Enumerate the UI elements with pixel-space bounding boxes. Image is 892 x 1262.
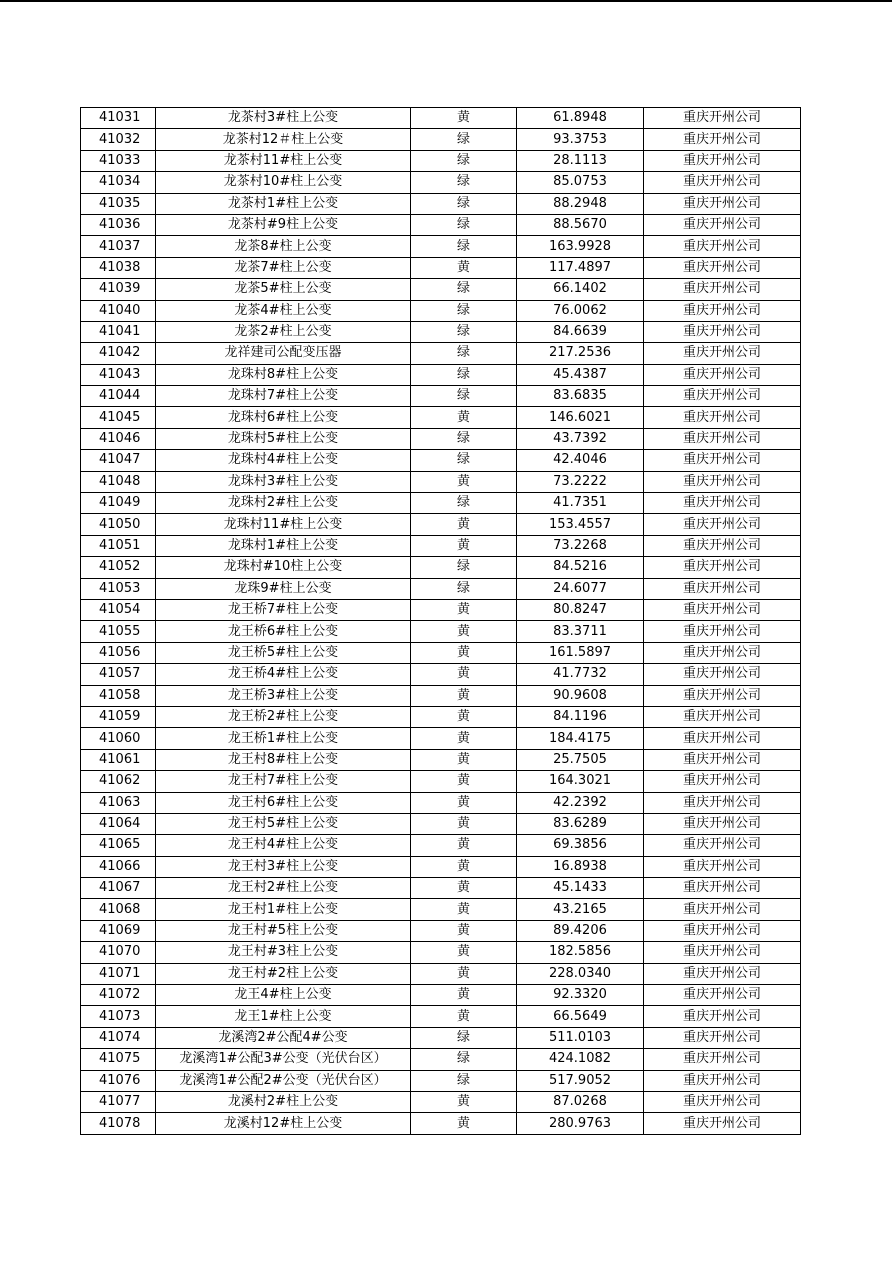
- status-color-cell: 黄: [411, 621, 517, 642]
- company-cell: 重庆开州公司: [644, 621, 801, 642]
- data-table: [80, 107, 801, 1135]
- transformer-name-cell: 龙茶7#柱上公变: [156, 257, 411, 278]
- value-cell: 41.7732: [517, 664, 644, 685]
- transformer-name-cell: 龙珠村11#柱上公变: [156, 514, 411, 535]
- row-id-cell: 41068: [81, 899, 156, 920]
- status-color-cell: 黄: [411, 1006, 517, 1027]
- status-color-cell: 黄: [411, 813, 517, 834]
- value-cell: 61.8948: [517, 108, 644, 129]
- value-cell: 42.2392: [517, 792, 644, 813]
- status-color-cell: 黄: [411, 856, 517, 877]
- company-cell: 重庆开州公司: [644, 664, 801, 685]
- company-cell: 重庆开州公司: [644, 1091, 801, 1112]
- value-cell: 80.8247: [517, 599, 644, 620]
- row-id-cell: 41045: [81, 407, 156, 428]
- row-id-cell: 41066: [81, 856, 156, 877]
- table-row: [81, 706, 801, 727]
- company-cell: 重庆开州公司: [644, 792, 801, 813]
- value-cell: 28.1113: [517, 150, 644, 171]
- row-id-cell: 41065: [81, 835, 156, 856]
- transformer-name-cell: 龙茶村#9柱上公变: [156, 214, 411, 235]
- company-cell: 重庆开州公司: [644, 129, 801, 150]
- transformer-name-cell: 龙王村#2柱上公变: [156, 963, 411, 984]
- row-id-cell: 41077: [81, 1091, 156, 1112]
- company-cell: 重庆开州公司: [644, 985, 801, 1006]
- status-color-cell: 黄: [411, 792, 517, 813]
- value-cell: 88.2948: [517, 193, 644, 214]
- value-cell: 88.5670: [517, 214, 644, 235]
- company-cell: 重庆开州公司: [644, 343, 801, 364]
- table-row: [81, 728, 801, 749]
- transformer-name-cell: 龙王桥7#柱上公变: [156, 599, 411, 620]
- row-id-cell: 41056: [81, 642, 156, 663]
- status-color-cell: 黄: [411, 985, 517, 1006]
- transformer-name-cell: 龙珠村7#柱上公变: [156, 386, 411, 407]
- status-color-cell: 黄: [411, 685, 517, 706]
- value-cell: 146.6021: [517, 407, 644, 428]
- status-color-cell: 绿: [411, 1027, 517, 1048]
- transformer-name-cell: 龙王桥3#柱上公变: [156, 685, 411, 706]
- company-cell: 重庆开州公司: [644, 1006, 801, 1027]
- transformer-name-cell: 龙茶8#柱上公变: [156, 236, 411, 257]
- company-cell: 重庆开州公司: [644, 514, 801, 535]
- transformer-name-cell: 龙茶村1#柱上公变: [156, 193, 411, 214]
- value-cell: 90.9608: [517, 685, 644, 706]
- transformer-name-cell: 龙王村7#柱上公变: [156, 771, 411, 792]
- value-cell: 42.4046: [517, 450, 644, 471]
- status-color-cell: 黄: [411, 878, 517, 899]
- row-id-cell: 41078: [81, 1113, 156, 1134]
- transformer-name-cell: 龙溪湾2#公配4#公变: [156, 1027, 411, 1048]
- table-row: [81, 514, 801, 535]
- row-id-cell: 41038: [81, 257, 156, 278]
- table-row: [81, 1113, 801, 1134]
- table-row: [81, 621, 801, 642]
- transformer-name-cell: 龙王村2#柱上公变: [156, 878, 411, 899]
- value-cell: 41.7351: [517, 493, 644, 514]
- transformer-name-cell: 龙珠村3#柱上公变: [156, 471, 411, 492]
- table-row: [81, 1027, 801, 1048]
- row-id-cell: 41069: [81, 920, 156, 941]
- company-cell: 重庆开州公司: [644, 963, 801, 984]
- transformer-name-cell: 龙茶村10#柱上公变: [156, 172, 411, 193]
- transformer-name-cell: 龙王桥2#柱上公变: [156, 706, 411, 727]
- table-row: [81, 407, 801, 428]
- company-cell: 重庆开州公司: [644, 407, 801, 428]
- value-cell: 43.7392: [517, 428, 644, 449]
- company-cell: 重庆开州公司: [644, 856, 801, 877]
- status-color-cell: 黄: [411, 664, 517, 685]
- table-row: [81, 257, 801, 278]
- row-id-cell: 41071: [81, 963, 156, 984]
- transformer-name-cell: 龙茶村11#柱上公变: [156, 150, 411, 171]
- row-id-cell: 41052: [81, 557, 156, 578]
- transformer-name-cell: 龙王1#柱上公变: [156, 1006, 411, 1027]
- value-cell: 45.4387: [517, 364, 644, 385]
- page-top-rule: [0, 0, 892, 2]
- status-color-cell: 黄: [411, 599, 517, 620]
- value-cell: 280.9763: [517, 1113, 644, 1134]
- row-id-cell: 41040: [81, 300, 156, 321]
- value-cell: 76.0062: [517, 300, 644, 321]
- row-id-cell: 41036: [81, 214, 156, 235]
- value-cell: 424.1082: [517, 1049, 644, 1070]
- row-id-cell: 41043: [81, 364, 156, 385]
- row-id-cell: 41070: [81, 942, 156, 963]
- company-cell: 重庆开州公司: [644, 364, 801, 385]
- table-row: [81, 942, 801, 963]
- value-cell: 73.2268: [517, 535, 644, 556]
- row-id-cell: 41054: [81, 599, 156, 620]
- status-color-cell: 黄: [411, 514, 517, 535]
- status-color-cell: 黄: [411, 728, 517, 749]
- company-cell: 重庆开州公司: [644, 471, 801, 492]
- status-color-cell: 黄: [411, 1113, 517, 1134]
- transformer-name-cell: 龙茶村12＃柱上公变: [156, 129, 411, 150]
- transformer-name-cell: 龙珠村8#柱上公变: [156, 364, 411, 385]
- status-color-cell: 黄: [411, 535, 517, 556]
- table-row: [81, 813, 801, 834]
- company-cell: 重庆开州公司: [644, 878, 801, 899]
- company-cell: 重庆开州公司: [644, 706, 801, 727]
- status-color-cell: 黄: [411, 835, 517, 856]
- transformer-name-cell: 龙溪村12#柱上公变: [156, 1113, 411, 1134]
- status-color-cell: 绿: [411, 279, 517, 300]
- row-id-cell: 41051: [81, 535, 156, 556]
- transformer-name-cell: 龙王村#3柱上公变: [156, 942, 411, 963]
- company-cell: 重庆开州公司: [644, 535, 801, 556]
- status-color-cell: 黄: [411, 749, 517, 770]
- status-color-cell: 黄: [411, 108, 517, 129]
- company-cell: 重庆开州公司: [644, 386, 801, 407]
- transformer-name-cell: 龙珠村6#柱上公变: [156, 407, 411, 428]
- value-cell: 92.3320: [517, 985, 644, 1006]
- status-color-cell: 绿: [411, 493, 517, 514]
- status-color-cell: 绿: [411, 214, 517, 235]
- company-cell: 重庆开州公司: [644, 1027, 801, 1048]
- row-id-cell: 41035: [81, 193, 156, 214]
- status-color-cell: 绿: [411, 428, 517, 449]
- company-cell: 重庆开州公司: [644, 300, 801, 321]
- transformer-name-cell: 龙王村5#柱上公变: [156, 813, 411, 834]
- transformer-name-cell: 龙珠村2#柱上公变: [156, 493, 411, 514]
- table-row: [81, 108, 801, 129]
- table-row: [81, 193, 801, 214]
- transformer-name-cell: 龙王桥6#柱上公变: [156, 621, 411, 642]
- company-cell: 重庆开州公司: [644, 1049, 801, 1070]
- company-cell: 重庆开州公司: [644, 578, 801, 599]
- status-color-cell: 黄: [411, 706, 517, 727]
- table-row: [81, 771, 801, 792]
- value-cell: 164.3021: [517, 771, 644, 792]
- transformer-name-cell: 龙王桥5#柱上公变: [156, 642, 411, 663]
- row-id-cell: 41033: [81, 150, 156, 171]
- table-row: [81, 642, 801, 663]
- row-id-cell: 41055: [81, 621, 156, 642]
- value-cell: 182.5856: [517, 942, 644, 963]
- table-row: [81, 878, 801, 899]
- status-color-cell: 绿: [411, 1049, 517, 1070]
- row-id-cell: 41053: [81, 578, 156, 599]
- status-color-cell: 黄: [411, 771, 517, 792]
- value-cell: 163.9928: [517, 236, 644, 257]
- row-id-cell: 41076: [81, 1070, 156, 1091]
- company-cell: 重庆开州公司: [644, 835, 801, 856]
- table-row: [81, 129, 801, 150]
- company-cell: 重庆开州公司: [644, 493, 801, 514]
- company-cell: 重庆开州公司: [644, 599, 801, 620]
- transformer-name-cell: 龙茶5#柱上公变: [156, 279, 411, 300]
- table-body: [81, 108, 801, 1135]
- table-row: [81, 214, 801, 235]
- value-cell: 66.5649: [517, 1006, 644, 1027]
- transformer-name-cell: 龙王村8#柱上公变: [156, 749, 411, 770]
- table-row: [81, 1070, 801, 1091]
- status-color-cell: 黄: [411, 407, 517, 428]
- company-cell: 重庆开州公司: [644, 236, 801, 257]
- transformer-name-cell: 龙珠村1#柱上公变: [156, 535, 411, 556]
- status-color-cell: 黄: [411, 642, 517, 663]
- company-cell: 重庆开州公司: [644, 749, 801, 770]
- value-cell: 87.0268: [517, 1091, 644, 1112]
- table-row: [81, 236, 801, 257]
- row-id-cell: 41073: [81, 1006, 156, 1027]
- transformer-name-cell: 龙溪湾1#公配3#公变（光伏台区）: [156, 1049, 411, 1070]
- value-cell: 153.4557: [517, 514, 644, 535]
- table-row: [81, 535, 801, 556]
- value-cell: 43.2165: [517, 899, 644, 920]
- table-row: [81, 1091, 801, 1112]
- value-cell: 517.9052: [517, 1070, 644, 1091]
- transformer-name-cell: 龙王4#柱上公变: [156, 985, 411, 1006]
- value-cell: 161.5897: [517, 642, 644, 663]
- row-id-cell: 41049: [81, 493, 156, 514]
- value-cell: 66.1402: [517, 279, 644, 300]
- value-cell: 184.4175: [517, 728, 644, 749]
- row-id-cell: 41061: [81, 749, 156, 770]
- transformer-name-cell: 龙溪村2#柱上公变: [156, 1091, 411, 1112]
- company-cell: 重庆开州公司: [644, 899, 801, 920]
- transformer-name-cell: 龙王桥1#柱上公变: [156, 728, 411, 749]
- table-row: [81, 364, 801, 385]
- row-id-cell: 41037: [81, 236, 156, 257]
- transformer-name-cell: 龙王村1#柱上公变: [156, 899, 411, 920]
- value-cell: 25.7505: [517, 749, 644, 770]
- value-cell: 93.3753: [517, 129, 644, 150]
- row-id-cell: 41057: [81, 664, 156, 685]
- company-cell: 重庆开州公司: [644, 1070, 801, 1091]
- value-cell: 24.6077: [517, 578, 644, 599]
- value-cell: 117.4897: [517, 257, 644, 278]
- company-cell: 重庆开州公司: [644, 920, 801, 941]
- row-id-cell: 41039: [81, 279, 156, 300]
- status-color-cell: 绿: [411, 386, 517, 407]
- row-id-cell: 41059: [81, 706, 156, 727]
- transformer-name-cell: 龙珠村#10柱上公变: [156, 557, 411, 578]
- row-id-cell: 41064: [81, 813, 156, 834]
- row-id-cell: 41075: [81, 1049, 156, 1070]
- table-row: [81, 279, 801, 300]
- value-cell: 83.6835: [517, 386, 644, 407]
- value-cell: 83.3711: [517, 621, 644, 642]
- company-cell: 重庆开州公司: [644, 685, 801, 706]
- company-cell: 重庆开州公司: [644, 557, 801, 578]
- table-row: [81, 428, 801, 449]
- company-cell: 重庆开州公司: [644, 771, 801, 792]
- table-row: [81, 664, 801, 685]
- table-row: [81, 920, 801, 941]
- table-row: [81, 792, 801, 813]
- table-row: [81, 1006, 801, 1027]
- row-id-cell: 41074: [81, 1027, 156, 1048]
- value-cell: 511.0103: [517, 1027, 644, 1048]
- company-cell: 重庆开州公司: [644, 942, 801, 963]
- transformer-name-cell: 龙王村4#柱上公变: [156, 835, 411, 856]
- table-row: [81, 985, 801, 1006]
- table-row: [81, 321, 801, 342]
- status-color-cell: 黄: [411, 942, 517, 963]
- transformer-name-cell: 龙珠村5#柱上公变: [156, 428, 411, 449]
- company-cell: 重庆开州公司: [644, 1113, 801, 1134]
- value-cell: 69.3856: [517, 835, 644, 856]
- value-cell: 89.4206: [517, 920, 644, 941]
- value-cell: 85.0753: [517, 172, 644, 193]
- row-id-cell: 41042: [81, 343, 156, 364]
- status-color-cell: 绿: [411, 557, 517, 578]
- row-id-cell: 41060: [81, 728, 156, 749]
- table-row: [81, 386, 801, 407]
- table-row: [81, 172, 801, 193]
- status-color-cell: 绿: [411, 364, 517, 385]
- transformer-name-cell: 龙王桥4#柱上公变: [156, 664, 411, 685]
- table-row: [81, 450, 801, 471]
- value-cell: 84.1196: [517, 706, 644, 727]
- transformer-name-cell: 龙茶2#柱上公变: [156, 321, 411, 342]
- company-cell: 重庆开州公司: [644, 214, 801, 235]
- row-id-cell: 41044: [81, 386, 156, 407]
- transformer-name-cell: 龙王村#5柱上公变: [156, 920, 411, 941]
- company-cell: 重庆开州公司: [644, 321, 801, 342]
- transformer-name-cell: 龙珠9#柱上公变: [156, 578, 411, 599]
- status-color-cell: 黄: [411, 920, 517, 941]
- transformer-name-cell: 龙溪湾1#公配2#公变（光伏台区）: [156, 1070, 411, 1091]
- table-row: [81, 578, 801, 599]
- row-id-cell: 41067: [81, 878, 156, 899]
- transformer-name-cell: 龙茶村3#柱上公变: [156, 108, 411, 129]
- transformer-name-cell: 龙茶4#柱上公变: [156, 300, 411, 321]
- transformer-name-cell: 龙王村6#柱上公变: [156, 792, 411, 813]
- status-color-cell: 绿: [411, 578, 517, 599]
- transformer-name-cell: 龙祥建司公配变压器: [156, 343, 411, 364]
- table-row: [81, 749, 801, 770]
- status-color-cell: 绿: [411, 450, 517, 471]
- row-id-cell: 41034: [81, 172, 156, 193]
- table-row: [81, 856, 801, 877]
- row-id-cell: 41031: [81, 108, 156, 129]
- status-color-cell: 绿: [411, 300, 517, 321]
- row-id-cell: 41058: [81, 685, 156, 706]
- transformer-name-cell: 龙珠村4#柱上公变: [156, 450, 411, 471]
- company-cell: 重庆开州公司: [644, 150, 801, 171]
- row-id-cell: 41047: [81, 450, 156, 471]
- table-row: [81, 150, 801, 171]
- company-cell: 重庆开州公司: [644, 428, 801, 449]
- table-row: [81, 685, 801, 706]
- value-cell: 217.2536: [517, 343, 644, 364]
- status-color-cell: 黄: [411, 963, 517, 984]
- status-color-cell: 黄: [411, 899, 517, 920]
- value-cell: 84.5216: [517, 557, 644, 578]
- status-color-cell: 绿: [411, 321, 517, 342]
- row-id-cell: 41041: [81, 321, 156, 342]
- value-cell: 73.2222: [517, 471, 644, 492]
- value-cell: 83.6289: [517, 813, 644, 834]
- row-id-cell: 41062: [81, 771, 156, 792]
- table-row: [81, 343, 801, 364]
- value-cell: 228.0340: [517, 963, 644, 984]
- row-id-cell: 41046: [81, 428, 156, 449]
- table-row: [81, 835, 801, 856]
- status-color-cell: 绿: [411, 343, 517, 364]
- company-cell: 重庆开州公司: [644, 813, 801, 834]
- status-color-cell: 黄: [411, 1091, 517, 1112]
- status-color-cell: 绿: [411, 129, 517, 150]
- value-cell: 16.8938: [517, 856, 644, 877]
- company-cell: 重庆开州公司: [644, 279, 801, 300]
- transformer-name-cell: 龙王村3#柱上公变: [156, 856, 411, 877]
- table-row: [81, 899, 801, 920]
- status-color-cell: 绿: [411, 150, 517, 171]
- company-cell: 重庆开州公司: [644, 642, 801, 663]
- row-id-cell: 41032: [81, 129, 156, 150]
- table-row: [81, 963, 801, 984]
- row-id-cell: 41048: [81, 471, 156, 492]
- status-color-cell: 绿: [411, 172, 517, 193]
- company-cell: 重庆开州公司: [644, 108, 801, 129]
- table-row: [81, 599, 801, 620]
- table-row: [81, 1049, 801, 1070]
- company-cell: 重庆开州公司: [644, 193, 801, 214]
- company-cell: 重庆开州公司: [644, 728, 801, 749]
- company-cell: 重庆开州公司: [644, 450, 801, 471]
- company-cell: 重庆开州公司: [644, 257, 801, 278]
- status-color-cell: 黄: [411, 257, 517, 278]
- table-row: [81, 471, 801, 492]
- status-color-cell: 黄: [411, 471, 517, 492]
- value-cell: 45.1433: [517, 878, 644, 899]
- table-row: [81, 493, 801, 514]
- table-row: [81, 557, 801, 578]
- row-id-cell: 41072: [81, 985, 156, 1006]
- table-row: [81, 300, 801, 321]
- status-color-cell: 绿: [411, 1070, 517, 1091]
- status-color-cell: 绿: [411, 236, 517, 257]
- value-cell: 84.6639: [517, 321, 644, 342]
- row-id-cell: 41050: [81, 514, 156, 535]
- company-cell: 重庆开州公司: [644, 172, 801, 193]
- row-id-cell: 41063: [81, 792, 156, 813]
- status-color-cell: 绿: [411, 193, 517, 214]
